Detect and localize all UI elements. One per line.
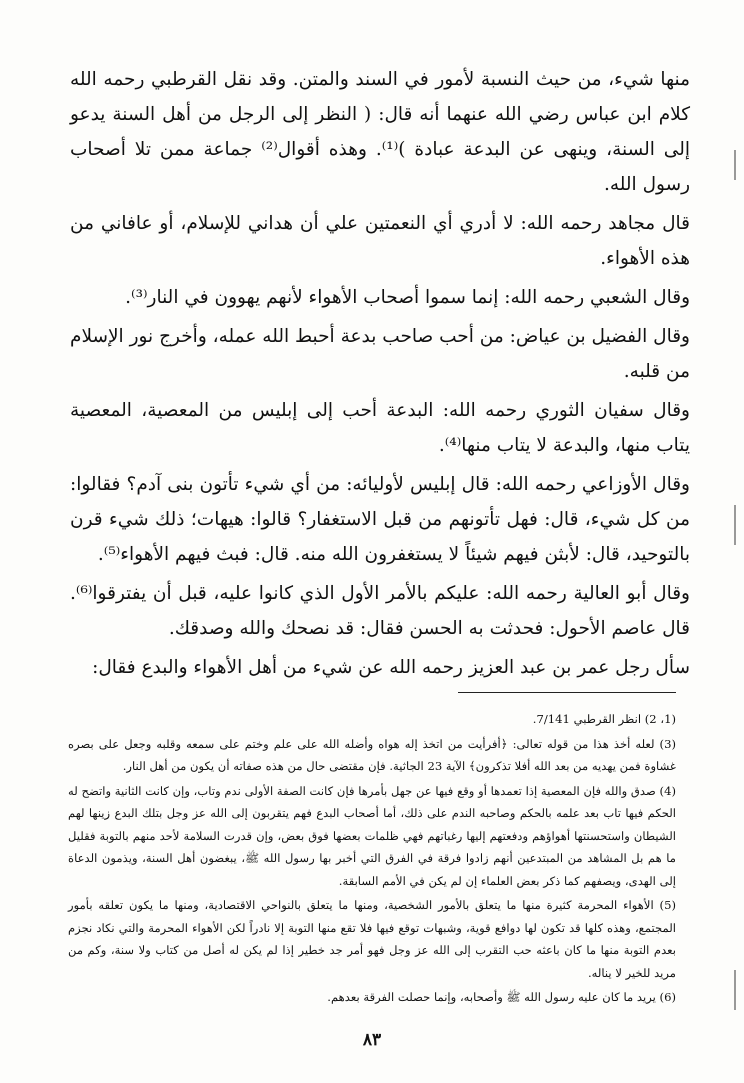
paragraph: وقال الفضيل بن عياض: من أحب صاحب بدعة أحبط الله عمله، وأخرج نور الإسلام من قلبه. <box>70 326 690 382</box>
main-text <box>70 62 690 689</box>
footnote: (6) يريد ما كان عليه رسول الله ﷺ وأصحابه، وإنما حصلت الفرقة بعدهم. <box>327 990 676 1004</box>
paragraph: وقال الشعبي رحمه الله: إنما سموا أصحاب الأهواء لأنهم يهوون في النار⁽³⁾. <box>125 287 690 308</box>
footnote: (5) الأهواء المحرمة كثيرة منها ما يتعلق بالأمور الشخصية، ومنها ما يتعلق بالنواحي الاقتصادية، ومنها ما يكون تعلقه بأمور المجتمع، وهذه كلها قد تكون لها دوافع قوية، وشبهات توقع فيها فلا تقع منها التوبة إلا نادراً لكن الأهواء المحرمة والتي نكاد نجزم بعدم التوبة منها ما كان باعثه حب التقرب إلى الله عز وجل فهو أمر جد خطير إذا لم يكن له أصل من كتاب ولا سنة، وكم من مريد للخير لا يناله. <box>68 898 676 980</box>
paragraph: قال مجاهد رحمه الله: لا أدري أي النعمتين علي أن هداني للإسلام، أو عافاني من هذه الأهواء. <box>70 213 690 269</box>
paragraph: وقال سفيان الثوري رحمه الله: البدعة أحب إلى إبليس من المعصية، المعصية يتاب منها، والبدعة لا يتاب منها⁽⁴⁾. <box>70 400 690 456</box>
scan-edge-mark <box>734 970 736 1010</box>
footnote: (3) لعله أخذ هذا من قوله تعالى: ﴿أفرأيت من اتخذ إله هواه وأضله الله على علم وختم على سمعه وقلبه وجعل على بصره غشاوة فمن يهديه من بعد الله أفلا تذكرون﴾ الآية 23 الجاثية. فإن مقتضى حال من هذه صفاته أن يكون من أهل النار. <box>68 736 676 773</box>
paragraph: منها شيء، من حيث النسبة لأمور في السند والمتن. وقد نقل القرطبي رحمه الله كلام ابن عباس رضي الله عنهما أنه قال: ( النظر إلى الرجل من أهل السنة يدعو إلى السنة، وينهى عن البدعة عبادة )⁽¹⁾. وهذه أقوال⁽²⁾ جماعة ممن تلا أصحاب رسول الله. <box>70 69 690 195</box>
scan-edge-mark <box>734 150 736 180</box>
page-number: ٨٣ <box>362 1030 382 1050</box>
scan-edge-mark <box>734 505 736 545</box>
footnote: (4) صدق والله فإن المعصية إذا تعمدها أو وقع فيها عن جهل بأمرها فإن كانت الصفة الأولى ندم وتاب، وإن كانت الثانية واتضح له الحكم فيها تاب بعد علمه بالحكم وصاحبه الندم على ذلك، أما أصحاب البدع فهم يتقربون إلى الله عز وجل بتلك البدع زينها لهم الشيطان واستحسنتها أهواؤهم ودفعتهم إليها رغباتهم فهي ظلمات بعضها فوق بعض، وإن قدرت السلامة لأحد منهم بالتوبة فقليل ما هم بل المشاهد من المبتدعين أنهم زادوا فرقة في الفرق التي أخبر بها رسول الله ﷺ، يبغضون أهل السنة، ويذمون الدعاة إلى الهدى، ويصفهم كما ذكر بعض العلماء إن لم يكن في الأمم السابقة. <box>68 783 676 888</box>
paragraph: وقال الأوزاعي رحمه الله: قال إبليس لأوليائه: من أي شيء تأتون بنى آدم؟ فقالوا: من كل شيء، قال: فهل تأتونهم من قبل الاستغفار؟ قالوا: هيهات؛ ذلك شيء قرن بالتوحيد، قال: لأبثن فيهم شيئاً لا يستغفرون الله منه. قال: فبث فيهم الأهواء⁽⁵⁾. <box>70 474 690 565</box>
footnote-separator <box>458 692 676 693</box>
footnote: (1، 2) انظر القرطبي 7/141. <box>532 712 676 726</box>
paragraph: سأل رجل عمر بن عبد العزيز رحمه الله عن شيء من أهل الأهواء والبدع فقال: <box>92 657 690 678</box>
footnotes <box>68 708 676 1011</box>
paragraph: وقال أبو العالية رحمه الله: عليكم بالأمر الأول الذي كانوا عليه، قبل أن يفترقوا⁽⁶⁾. قال عاصم الأحول: فحدثت به الحسن فقال: قد نصحك والله وصدقك. <box>70 583 690 639</box>
